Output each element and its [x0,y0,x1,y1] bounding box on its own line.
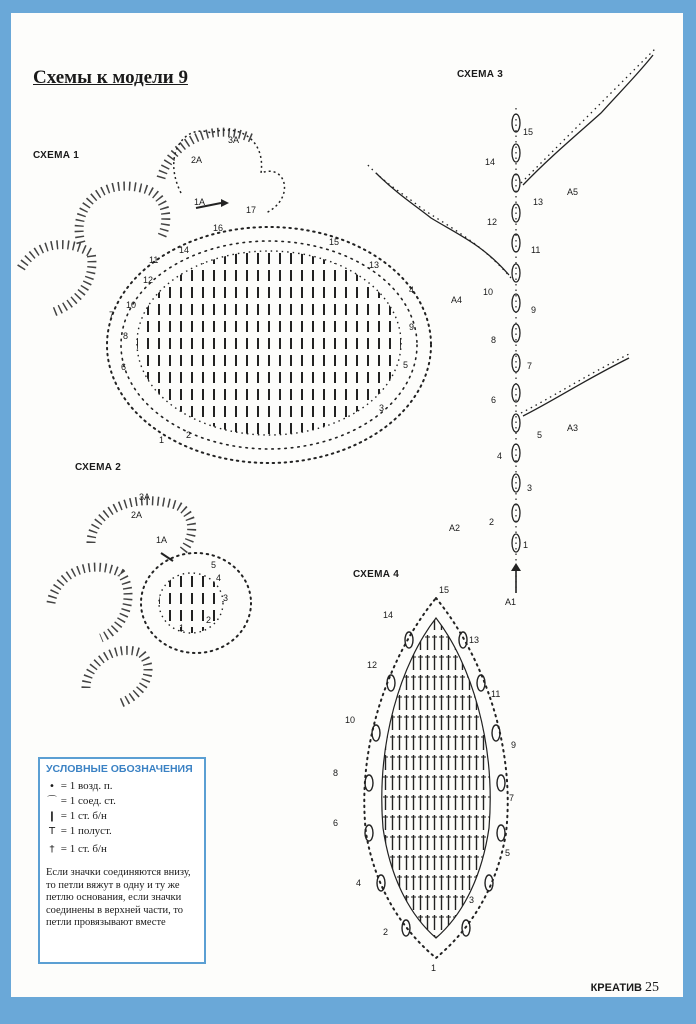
scheme-4-mark: 7 [509,793,515,803]
scheme-1-mark: 10 [126,300,137,310]
scheme-1-mark: 2A [191,155,203,165]
legend-item-text: = 1 возд. п. [60,780,113,792]
scheme-1-mark: 14 [179,245,190,255]
scheme-1-mark: 6 [121,362,127,372]
scheme-1-mark: 5 [403,360,409,370]
legend-title: УСЛОВНЫЕ ОБОЗНАЧЕНИЯ [46,763,193,775]
scheme-1-center-stitches [137,251,401,435]
scheme-1-mark: 4 [409,285,415,295]
scheme-3-mark: 2 [489,517,495,527]
scheme-1-mark: 2 [186,430,192,440]
scheme-4-mark: 3 [469,895,475,905]
scheme-3-mark: 9 [531,305,537,315]
scheme-2-mark: 1A [156,535,168,545]
legend-note: Если значки соединяются внизу, то петли вяжут в одну и ту же петлю основания, если значки соединены в верхней части, то петли провязывают вместе [46,867,191,928]
scheme-1-mark: 17 [246,205,257,215]
scheme-4-mark: 8 [333,768,339,778]
slip-stitch-icon: ⌒ [47,796,57,807]
scheme-1-mark: 11 [149,255,159,265]
single-crochet-icon: ❙ [47,811,57,822]
scheme-3-mark: 8 [491,335,497,345]
scheme-3-mark: A3 [567,423,579,433]
legend-item-text: = 1 соед. ст. [60,795,116,807]
scheme-4-label: СХЕМА 4 [353,569,400,580]
scheme-3-mark: A4 [451,295,463,305]
legend-item-half-double [46,824,198,839]
scheme-1-mark: 9 [409,322,415,332]
scheme-3-label: СХЕМА 3 [457,69,504,80]
scheme-2-mark: 2A [131,510,143,520]
scheme-1-mark: 3A [228,135,240,145]
scheme-1-mark: 12 [143,275,154,285]
scheme-1-mark: 7 [109,310,115,320]
scheme-2-mark: 4 [216,573,222,583]
scheme-4-mark: 15 [439,585,450,595]
scheme-3-mark: 14 [485,157,496,167]
scheme-4-mark: 14 [383,610,394,620]
scheme-4-mark: 2 [383,927,389,937]
magazine-page [8,10,686,1000]
scheme-3-mark: 13 [533,197,544,207]
page-footer [591,980,659,996]
scheme-4-mark: 4 [356,878,362,888]
legend-item-text: = 1 ст. б/н [60,810,107,822]
scheme-2-label: СХЕМА 2 [75,462,122,473]
scheme-1-mark: 13 [369,260,380,270]
scheme-3-mark: 7 [527,361,533,371]
scheme-1-mark: 1 [159,435,165,445]
scheme-3-mark: A5 [567,187,579,197]
footer-brand: КРЕАТИВ [590,982,642,994]
scheme-3-mark: 1 [523,540,529,550]
scheme-1-mark: 1A [194,197,206,207]
scheme-3-mark: 10 [483,287,494,297]
scheme-4-mark: 13 [469,635,480,645]
scheme-1-mark: 15 [329,237,340,247]
scheme-1-mark: 3 [379,403,385,413]
scheme-4-mark: 12 [367,660,378,670]
scheme-3-mark: A1 [505,597,517,607]
scheme-3-diagram [366,48,656,593]
scheme-2-mark: 3 [223,593,229,603]
scheme-4-mark: 1 [431,963,437,973]
legend-item-text: = 1 полуст. [60,825,112,837]
scheme-3-mark: A2 [449,523,461,533]
scheme-3-mark: 15 [523,127,534,137]
scheme-4-mark: 6 [333,818,339,828]
scheme-2-diagram [51,501,251,703]
scheme-1-diagram [21,130,431,463]
scheme-1-label: СХЕМА 1 [33,150,80,161]
scheme-2-mark: 2 [206,615,212,625]
chain-stitch-icon: • [49,781,55,792]
double-crochet-icon: † [49,844,55,855]
scheme-3-mark: 5 [537,430,543,440]
scheme-3-mark: 6 [491,395,497,405]
scheme-4-mark: 5 [505,848,511,858]
legend-item-chain [46,779,198,794]
page-title: Схемы к модели 9 [33,67,188,88]
scheme-3-mark: 4 [497,451,503,461]
scheme-2-mark: 5 [211,560,217,570]
page-number: 25 [645,980,659,995]
scheme-1-mark: 16 [213,223,224,233]
scheme-1-mark: 8 [123,331,129,341]
legend-item-double [46,842,198,857]
scheme-2-mark: 3A [139,492,151,502]
scheme-3-mark: 3 [527,483,533,493]
scheme-3-mark: 11 [531,245,541,255]
legend-item-text: = 1 ст. б/н [60,843,107,855]
scheme-4-mark: 9 [511,740,517,750]
scheme-2-mark: 1 [179,623,185,633]
half-double-crochet-icon: T [48,826,56,837]
legend-box [38,757,206,964]
scheme-4-mark: 10 [345,715,356,725]
legend-item-slip [46,794,198,809]
scheme-4-mark: 11 [491,689,501,699]
scheme-4-diagram [364,598,507,958]
scheme-3-mark: 12 [487,217,498,227]
legend-item-single [46,809,198,824]
